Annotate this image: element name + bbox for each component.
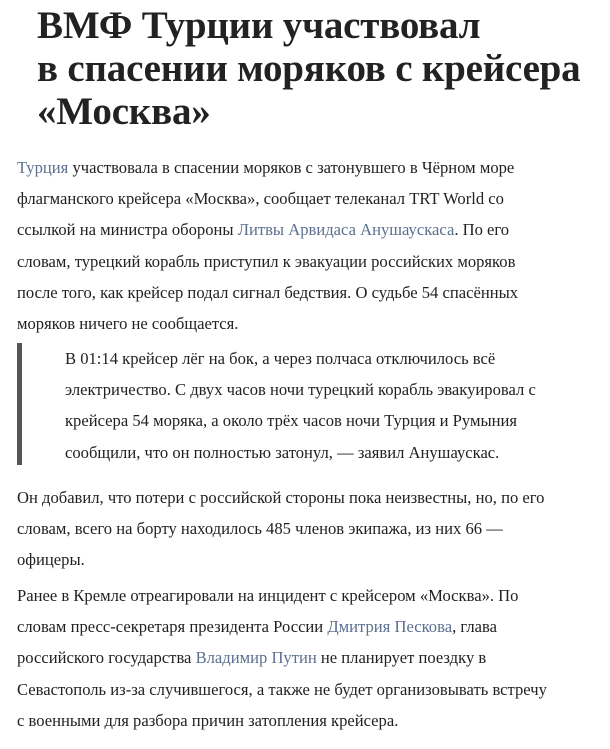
headline-line-3: «Москва» xyxy=(37,90,211,133)
headline-line-2: в спасении моряков с крейсера xyxy=(37,47,581,90)
quote-line: электричество. С двух часов ночи турецкий корабль эвакуировал с xyxy=(65,380,536,400)
text-fragment: российского государства xyxy=(17,648,196,668)
paragraph-line: Севастополь из-за случившегося, а также не будет организовывать встречу xyxy=(17,679,547,699)
paragraph-line: Он добавил, что потери с российской стороны пока неизвестны, но, по его xyxy=(17,488,545,507)
quote-line: крейсера 54 моряка, а около трёх часов ночи Турция и Румыния xyxy=(65,411,517,431)
paragraph-line: с военными для разбора причин затопления крейсера. xyxy=(17,710,399,730)
blockquote-text xyxy=(65,343,536,468)
paragraph-line: после того, как крейсер подал сигнал бедствия. О судьбе 54 спасённых xyxy=(17,282,519,302)
blockquote-bar xyxy=(17,343,22,465)
paragraph-line xyxy=(17,642,547,673)
text-fragment: участвовала в спасении моряков с затонувшего в Чёрном море xyxy=(68,158,515,177)
paragraph-line: словам, турецкий корабль приступил к эвакуации российских моряков xyxy=(17,251,516,271)
paragraph-kremlin xyxy=(17,580,547,736)
quote-line: В 01:14 крейсер лёг на бок, а через полчаса отключилось всё xyxy=(65,349,496,368)
article-headline xyxy=(37,4,597,133)
paragraph-line: флагманского крейсера «Москва», сообщает телеканал TRT World со xyxy=(17,189,504,209)
blockquote xyxy=(17,343,597,465)
paragraph-intro xyxy=(17,152,518,339)
paragraph-line: офицеры. xyxy=(17,550,85,570)
link-anusauskas[interactable]: Литвы Арвидаса Анушаускаса xyxy=(237,220,455,240)
text-fragment: . По его xyxy=(454,220,510,240)
paragraph-line xyxy=(17,152,518,183)
text-fragment: , глава xyxy=(452,617,497,637)
paragraph-losses xyxy=(17,482,544,576)
paragraph-line: словам, всего на борту находилось 485 членов экипажа, из них 66 — xyxy=(17,519,503,539)
text-fragment: словам пресс-секретаря президента России xyxy=(17,617,328,637)
quote-line: сообщили, что он полностью затонул, — заявил Анушаускас. xyxy=(65,442,500,462)
link-putin[interactable]: Владимир Путин xyxy=(195,648,317,668)
paragraph-line xyxy=(17,611,547,642)
text-fragment: не планирует поездку в xyxy=(316,648,487,668)
link-turkey[interactable]: Турция xyxy=(17,158,69,177)
text-fragment: ссылкой на министра обороны xyxy=(17,220,238,240)
paragraph-line xyxy=(17,214,518,245)
link-peskov[interactable]: Дмитрия Пескова xyxy=(327,617,453,637)
paragraph-line: Ранее в Кремле отреагировали на инцидент с крейсером «Москва». По xyxy=(17,586,519,605)
paragraph-line: моряков ничего не сообщается. xyxy=(17,314,239,334)
headline-line-1: ВМФ Турции участвовал xyxy=(37,4,481,47)
